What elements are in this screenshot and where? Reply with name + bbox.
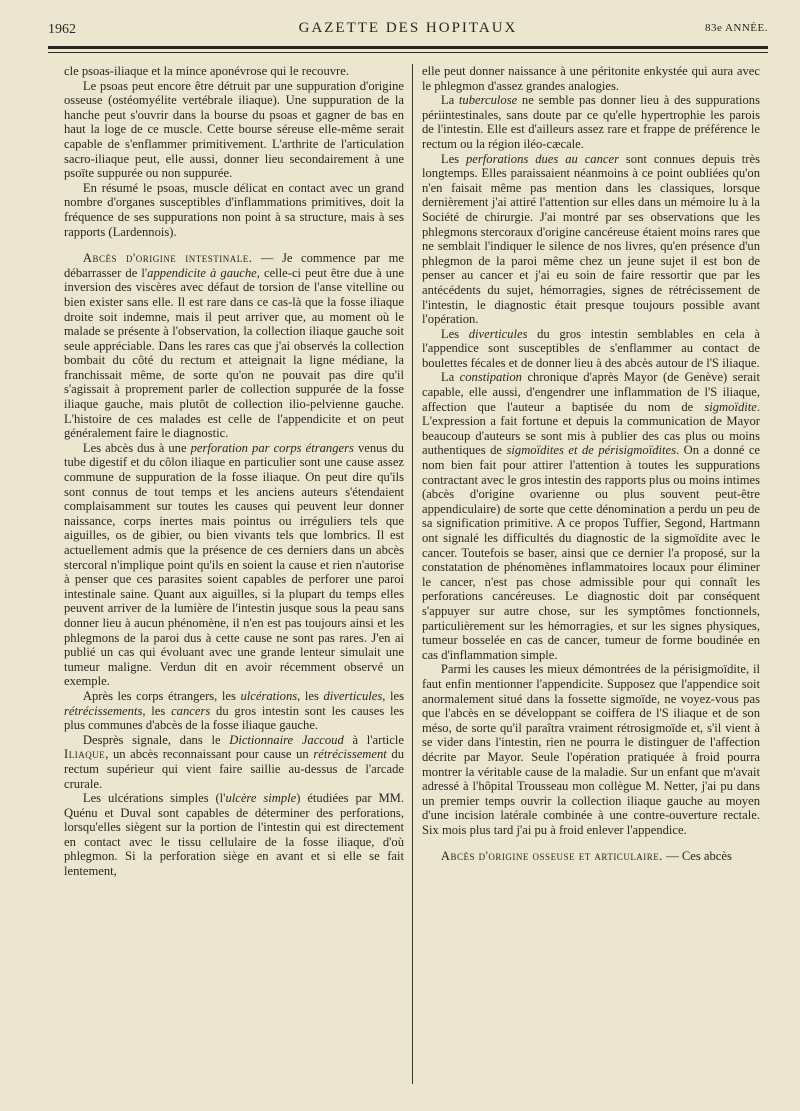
text-run: à l'article (343, 732, 404, 747)
paragraph (64, 441, 404, 689)
text-run: . L'expression a fait fortune et depuis la communication de Mayor beaucoup d'auteurs se sont mis à publier des cas plus ou moins authentiques de (422, 399, 760, 458)
text-run: Les ulcérations simples (l' (82, 791, 226, 806)
text-run: , un abcès reconnaissant pour cause un (105, 747, 314, 762)
volume-year: 83e ANNÉE. (704, 22, 768, 34)
paragraph (422, 152, 760, 327)
section-heading: Abcès d'origine intestinale. (82, 251, 253, 266)
text-run: sont connues depuis très longtemps. Elles paraissaient néanmoins à ce point oubliées qu'on n'en faisait même pas mention dans les classiques, lorsque dernièrement j'ai attiré l'attention sur elles dans un mémoire lu à la Société de chirurgie. J'ai montré par ses observations que les phlegmons stercoraux d'origine cancéreuse étaient moins rares que ne semblait l'indiquer le silence de nos livres, qu'en présence d'un phlegmon de la paroi même chez un jeune sujet il est bon de penser au cancer et j'ai eu soin de faire ressortir que par les antécédents du sujet, hémorragies, signes de rétrécissement de l'intestin, le diagnostic était presque toujours possible avant l'opération. (422, 151, 760, 327)
paragraph: elle peut donner naissance à une péritonite enkystée qui aura avec le phlegmon d'assez grandes analogies. (422, 64, 760, 93)
paragraph (422, 370, 760, 662)
text-run: — Je commence par me débarrasser de l' (64, 251, 405, 280)
italic-run: cancers (171, 703, 211, 718)
text-run: , les (142, 703, 172, 718)
text-run: , celle-ci peut être due à une inversion des viscères avec défaut de torsion de l'anse vitelline ou bien exister sans elle. Il est rare dans ce cas-là que la fosse iliaque droite soit indemne, mais il peut arriver que, au moment où le malade se présente à l'observation, la collection iliaque gauche soit seule appréciable. Dans les rares cas que j'ai observés la collection bombait du côté du rectum et atteignait la ligne médiane, la franchissait même, de sorte qu'on ne pouvait pas dire qu'il s'agissait à proprement parler de collection suppurée de la fosse iliaque gauche, mais plutôt de collection ilio-pelvienne gauche. L'histoire de ces malades est celle de l'appendicite et on peut généralement faire le diagnostic. (64, 265, 404, 441)
paragraph: cle psoas-iliaque et la mince aponévrose qui le recouvre. (64, 64, 349, 78)
italic-run: perforations dues au cancer (466, 151, 619, 166)
italic-run: diverticules (323, 688, 383, 703)
italic-run: appendicite à gauche (147, 265, 257, 280)
italic-run: sigmoïdites et de périsigmoïdites (506, 443, 676, 458)
italic-run: Dictionnaire Jaccoud (229, 732, 344, 747)
text-run: , les (297, 688, 324, 703)
italic-run: sigmoïdite (704, 399, 757, 414)
text-run: venus du tube digestif et du côlon iliaque en particulier sont une cause assez commune de suppuration de la fosse iliaque. On peut dire qu'ils sont connus de tout temps et les anciens auteurs s'étendaient complaisamment sur toutes les causes qui peuvent leur donner naissance, corps inertes mais pointus ou irréguliers tels que aiguilles, os de gibier, ou bien vivants tels que lombrics. Il est actuellement admis que la présence de ces derniers dans un abcès stercoral n'implique point qu'ils en soient la cause et rien n'autorise à penser que ces parasites soient capables de perforer une paroi intestinale saine. Quant aux aiguilles, si la plupart du temps elles peuvent arriver de la lumière de l'intestin jusque sous la peau sans donner lieu à aucun phénomène, il n'en est pas toujours ainsi et les phlegmons de la paroi dus à cette cause ne sont pas rares. J'en ai publié un cas qui évoluant avec une grande lenteur simulait une tumeur maligne. Verdun dit en avoir récemment observé un exemple. (64, 440, 404, 689)
paragraph (422, 327, 760, 371)
page-header (48, 18, 768, 42)
text-run: chronique d'après Mayor (de Genève) serait capable, elle aussi, d'engendrer une inflammation de l'S iliaque, affection que l'auteur a baptisée du nom de (422, 370, 760, 414)
text-run: La (440, 93, 459, 108)
paragraph (64, 733, 404, 791)
section-heading: Abcès d'origine osseuse et articulaire. (440, 849, 663, 864)
paragraph (64, 251, 404, 441)
column-separator (412, 64, 413, 1084)
text-run: Les (440, 326, 469, 341)
page-number: 1962 (48, 22, 76, 37)
header-rule-thick (48, 46, 768, 49)
paragraph: En résumé le psoas, muscle délicat en contact avec un grand nombre d'organes susceptibles d'inflammations primitives, doit la fréquence de ses suppurations non point à sa structure, mais à ses rapports (Lardennois). (64, 180, 404, 239)
text-run: Les (440, 151, 466, 166)
italic-run: perforation par corps étrangers (190, 440, 354, 455)
paragraph: Le psoas peut encore être détruit par une suppuration d'origine osseuse (ostéomyélite vertébrale iliaque). Une suppuration de la hanche peut s'ouvrir dans la bourse du psoas et gagner de bas en haut la loge de ce muscle. Cette bourse séreuse elle-même serait capable de s'enflammer primitivement. L'arthrite de l'articulation sacro-iliaque peut, elle aussi, donner lieu secondairement à une psoïte suppurée ou non suppurée. (64, 78, 404, 181)
text-run: . On a donné ce nom bien fait pour attirer l'attention à toutes les suppurations contractant avec le gros intestin des rapports plus ou moins intimes (abcès d'origine ovarienne ou plus souvent peut-être appendiculaire) de sorte que cette dénomination a perdu un peu de sa signification primitive. A ce propos Tuffier, Segond, Hartmann ont signalé les difficultés du diagnostic de la sigmoïdite avec le cancer. Toutefois se baser, ainsi que ce dernier l'a proposé, sur la constatation de phénomènes inflammatoires locaux pour éliminer le cancer, n'est pas chose admissible pour qui connaît les perforations cancéreuses. Le diagnostic doit par conséquent s'appuyer sur autre chose, sur les symptômes fonctionnels, particulièrement sur les hémorragies, et sur les signes physiques, tumeur bosselée en cas de cancer, tumeur de forme boudinée en cas d'inflammation simple. (422, 443, 761, 662)
italic-run: rétrécissements (64, 703, 143, 718)
text-run: — Ces abcès (662, 849, 732, 864)
italic-run: diverticules (468, 326, 528, 341)
paragraph (64, 791, 404, 879)
italic-run: ulcère simple (225, 791, 297, 806)
text-run: du gros intestin semblables en cela à l'appendice sont susceptibles de s'enflammer au contact de boulettes fécales et de donner lieu à des abcès autour de l'S iliaque. (422, 326, 760, 370)
header-rule-thin (48, 52, 768, 53)
text-run: Les abcès dus à une (82, 440, 191, 455)
text-run: La (440, 370, 460, 385)
italic-run: tuberculose (458, 93, 518, 108)
text-run: ne semble pas donner lieu à des suppurations périintestinales, sans doute par ce qu'elle hypertrophie les parois de l'intestin. Elle est d'ailleurs assez rare et frappe de préférence le rectum ou la région iléo-cæcale. (422, 93, 760, 151)
text-run: Desprès signale, dans le (82, 732, 230, 747)
text-run: du rectum supérieur qui vient faire saillie au-dessus de l'arcade crurale. (64, 747, 404, 791)
text-run: du gros intestin sont les causes les plus communes d'abcès de la fosse iliaque gauche. (64, 703, 405, 733)
paragraph (422, 849, 760, 864)
italic-run: ulcérations (240, 688, 298, 703)
italic-run: rétrécissement (313, 747, 387, 762)
text-run: ) étudiées par MM. Quénu et Duval sont capables de déterminer des perforations, lorsqu'elles siègent sur la portion de l'intestin qui est directement en contact avec le tissu cellulaire de la fosse iliaque, d'où phlegmon. Si la perforation siège en avant et si elle se fait lentement, (64, 791, 404, 879)
paragraph (64, 689, 404, 733)
small-caps-run: Iliaque (64, 747, 106, 762)
journal-title: GAZETTE DES HOPITAUX (298, 20, 518, 36)
text-run: , les (382, 688, 404, 703)
text-run: Après les corps étrangers, les (82, 688, 241, 703)
paragraph (422, 93, 760, 151)
left-column (64, 64, 404, 879)
right-column (422, 64, 760, 864)
italic-run: constipation (459, 370, 522, 385)
paragraph: Parmi les causes les mieux démontrées de la périsigmoïdite, il faut enfin mentionner l'appendicite. Supposez que l'appendice soit anormalement situé dans la fossette sigmoïde, ne voyez-vous pas que l'abcès en se développant se coiffera de l'S iliaque et de son méso, de sorte qu'il paraîtra vraiment rétrosigmoïde et, s'il vient à se vider dans l'intestin, rien ne pourra le distinguer de l'affection décrite par Mayor. Seule l'opération pratiquée à froid pourra montrer la véritable cause de la maladie. Sur un enfant que m'avait adressé à l'hôpital Trousseau mon collègue M. Netter, j'ai pu dans un premier temps ouvrir la collection iliaque gauche au moyen d'une incision latérale combinée à une contre-ouverture rectale. Six mois plus tard j'ai pu à froid enlever l'appendice. (422, 662, 760, 837)
